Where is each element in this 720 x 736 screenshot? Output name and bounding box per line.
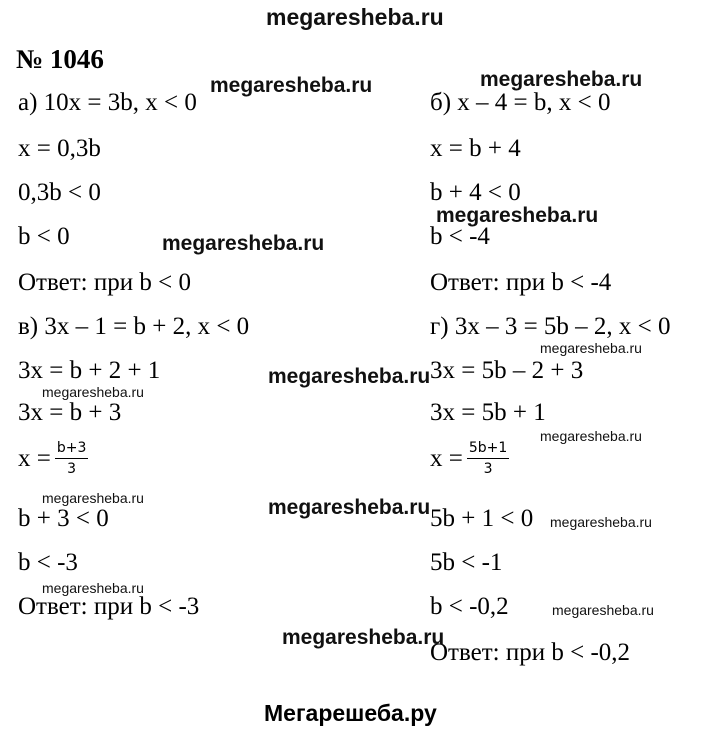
part-a-answer: Ответ: при b < 0 (18, 269, 191, 296)
part-g-fraction-line (430, 440, 509, 477)
part-a-line-3: 0,3b < 0 (18, 179, 101, 206)
watermark: megaresheba.ru (552, 602, 654, 618)
part-b-line-2: x = b + 4 (430, 135, 521, 162)
part-g-answer: Ответ: при b < -0,2 (430, 639, 631, 666)
watermark: megaresheba.ru (42, 580, 144, 596)
part-b-line-4: b < -4 (430, 223, 490, 250)
part-v-fraction-line (18, 440, 88, 477)
watermark: megaresheba.ru (540, 340, 642, 356)
part-g-line-2: 3x = 5b – 2 + 3 (430, 357, 584, 384)
part-g-fraction (467, 440, 509, 477)
watermark: megaresheba.ru (540, 428, 642, 444)
part-b-answer: Ответ: при b < -4 (430, 269, 612, 296)
watermark: megaresheba.ru (436, 204, 599, 227)
watermark: megaresheba.ru (550, 514, 652, 530)
part-g-fraction-prefix: x = (430, 444, 463, 472)
watermark: megaresheba.ru (162, 232, 325, 255)
part-a-line-2: x = 0,3b (18, 135, 101, 162)
part-b-line-1: б) x – 4 = b, x < 0 (430, 89, 611, 116)
part-v-line-3: 3x = b + 3 (18, 399, 122, 426)
part-v-fraction-prefix: x = (18, 444, 51, 472)
watermark: megaresheba.ru (210, 74, 373, 97)
part-g-line-6: 5b < -1 (430, 549, 503, 576)
part-v-line-6: b < -3 (18, 549, 78, 576)
watermark: megaresheba.ru (268, 365, 431, 388)
part-v-fraction-denominator: 3 (67, 461, 77, 477)
part-v-answer: Ответ: при b < -3 (18, 593, 200, 620)
part-g-line-3: 3x = 5b + 1 (430, 399, 546, 426)
watermark: megaresheba.ru (480, 68, 643, 91)
part-v-line-5: b + 3 < 0 (18, 505, 109, 532)
part-a-line-1: а) 10x = 3b, x < 0 (18, 89, 197, 116)
watermark: megaresheba.ru (268, 496, 431, 519)
watermark: megaresheba.ru (42, 384, 144, 400)
site-header: megaresheba.ru (266, 4, 444, 30)
part-g-fraction-numerator: 5b+1 (467, 440, 509, 459)
part-v-fraction-numerator: b+3 (55, 440, 89, 459)
part-g-line-7: b < -0,2 (430, 593, 509, 620)
watermark: megaresheba.ru (42, 490, 144, 506)
part-a-line-4: b < 0 (18, 223, 70, 250)
part-v-fraction (55, 440, 89, 477)
part-g-line-5: 5b + 1 < 0 (430, 505, 534, 532)
part-g-line-1: г) 3x – 3 = 5b – 2, x < 0 (430, 313, 671, 340)
footer-brand: Мегарешеба.ру (264, 700, 437, 726)
part-v-line-1: в) 3x – 1 = b + 2, x < 0 (18, 313, 250, 340)
problem-number: № 1046 (16, 44, 104, 74)
part-g-fraction-denominator: 3 (483, 461, 493, 477)
watermark: megaresheba.ru (282, 626, 445, 649)
part-v-line-2: 3x = b + 2 + 1 (18, 357, 161, 384)
part-b-line-3: b + 4 < 0 (430, 179, 521, 206)
